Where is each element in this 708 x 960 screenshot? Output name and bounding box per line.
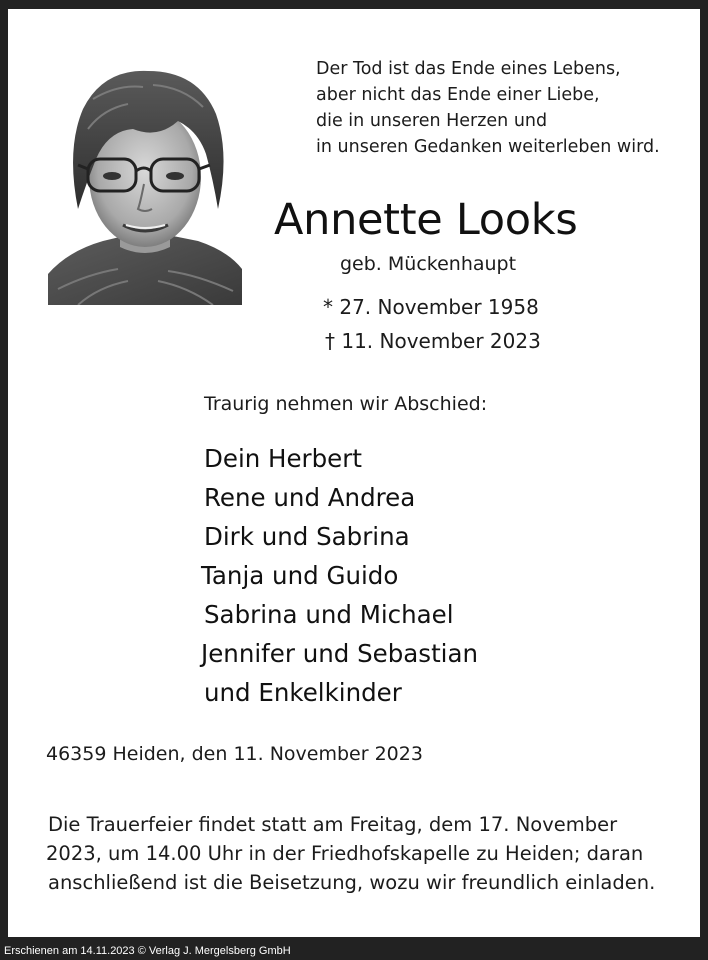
- mourner-entry: und Enkelkinder: [204, 678, 402, 707]
- place-date: 46359 Heiden, den 11. November 2023: [46, 743, 423, 765]
- mourner-entry: Tanja und Guido: [201, 561, 399, 590]
- maiden-name: geb. Mückenhaupt: [340, 253, 517, 275]
- verse-line: aber nicht das Ende einer Liebe,: [316, 85, 600, 105]
- service-info: [46, 810, 655, 897]
- verse-line: Der Tod ist das Ende eines Lebens,: [316, 59, 621, 79]
- mourner-entry: Rene und Andrea: [204, 483, 416, 512]
- mourner-entry: Dirk und Sabrina: [204, 522, 410, 551]
- mourner-entry: Sabrina und Michael: [204, 600, 454, 629]
- obituary-notice: [8, 9, 700, 937]
- portrait-photo: [48, 59, 242, 305]
- service-line: Die Trauerfeier findet statt am Freitag, dem 17. November: [48, 813, 618, 836]
- death-date: † 11. November 2023: [325, 329, 541, 353]
- service-line: anschließend ist die Beisetzung, wozu wir freundlich einladen.: [48, 871, 656, 894]
- verse-line: in unseren Gedanken weiterleben wird.: [316, 137, 660, 157]
- mourner-entry: Dein Herbert: [204, 444, 362, 473]
- service-line: 2023, um 14.00 Uhr in der Friedhofskapelle zu Heiden; daran: [46, 842, 644, 865]
- deceased-name: Annette Looks: [274, 195, 578, 245]
- mourner-entry: Jennifer und Sebastian: [201, 639, 479, 668]
- publication-footer: Erschienen am 14.11.2023 © Verlag J. Mergelsberg GmbH: [4, 945, 291, 957]
- farewell-line: Traurig nehmen wir Abschied:: [204, 393, 488, 415]
- verse-line: die in unseren Herzen und: [316, 111, 548, 131]
- memorial-verse: [316, 56, 660, 160]
- birth-date: * 27. November 1958: [323, 295, 539, 319]
- mourners-list: [201, 439, 479, 712]
